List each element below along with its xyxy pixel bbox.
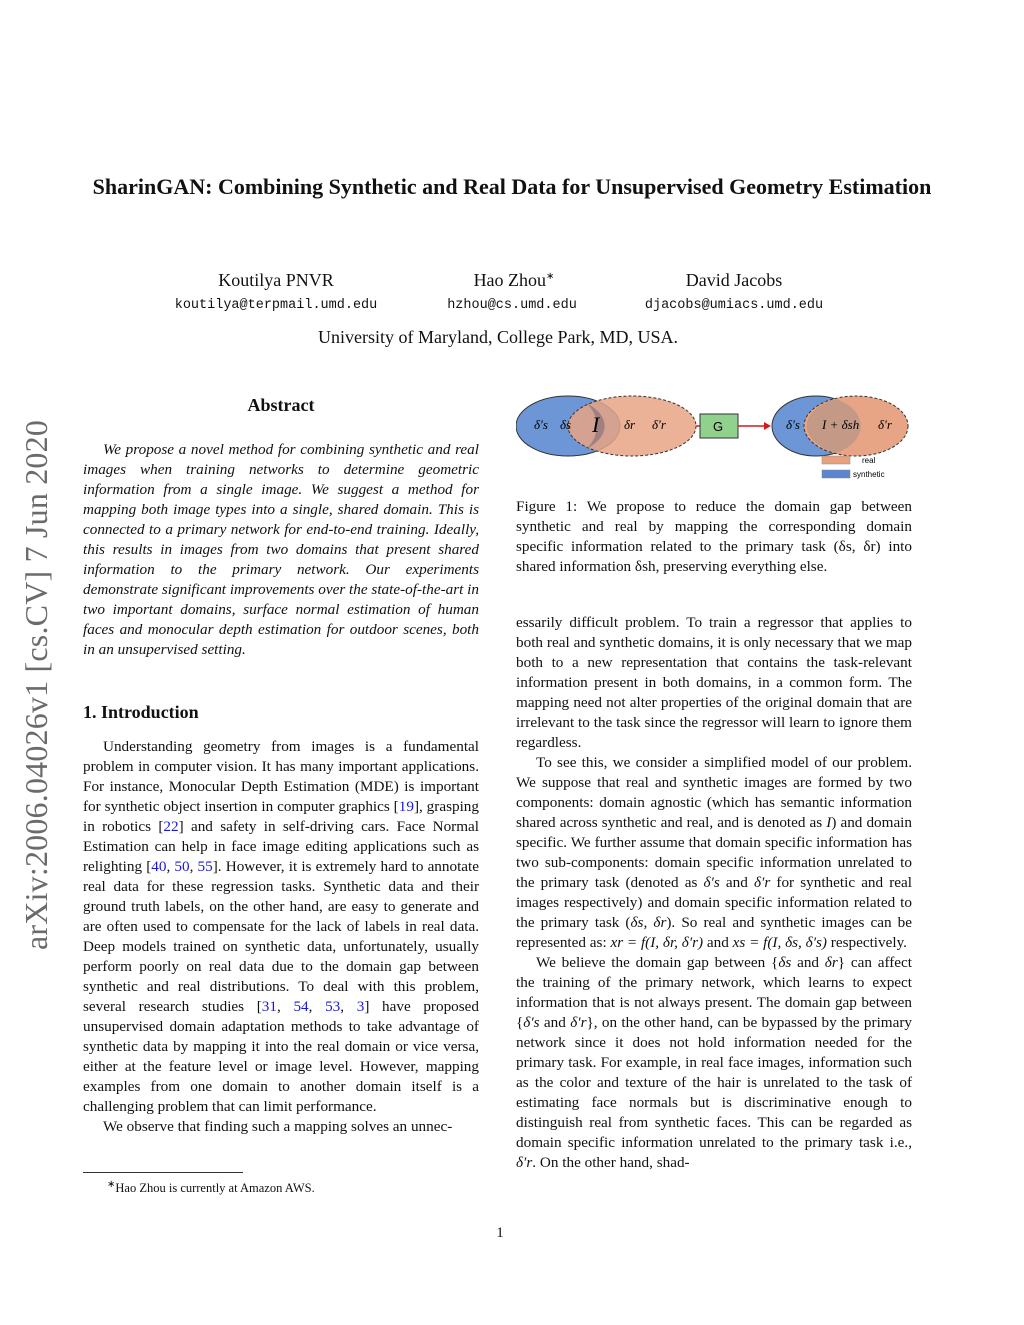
math-expression: xr = f(I, δr, δ′r) xyxy=(610,934,704,951)
label-ds: δs xyxy=(560,417,572,432)
intro-right-column xyxy=(516,613,912,1173)
math-symbol: δ′r xyxy=(570,1014,587,1031)
generator-label: G xyxy=(713,419,724,434)
footnote-rule xyxy=(83,1172,243,1173)
text-run: ] have proposed unsupervised domain adaptation methods to take advantage of synthetic data by mapping it into the real domain or vice versa, either at the feature level or image level. However, mapping examples from one domain to another domain itself is a challenging problem that can limit performance. xyxy=(83,998,480,1115)
text-run: To see this, we consider a simplified model of our problem. We suppose that real and synthetic images are formed by two components: domain agnostic (which has semantic information shared across synthetic and real, and is denoted as xyxy=(516,754,912,831)
text-run: . On the other hand, shad- xyxy=(532,1154,690,1171)
label-dr-prime: δ′r xyxy=(652,417,666,432)
intro-paragraph-2-end: essarily difficult problem. To train a regressor that applies to both real and synthetic domains, it is only necessary that we map both to a new representation that contains the task-relevant information present in both domains, in a common form. The mapping need not alter properties of the original domain that are irrelevant to the task since the regressor will learn to ignore them regardless. xyxy=(516,614,912,751)
legend-swatch-synthetic xyxy=(822,470,850,478)
citation-link[interactable]: 31 xyxy=(261,998,277,1015)
label-I: I xyxy=(592,412,600,437)
citation-link[interactable]: 50 xyxy=(174,858,190,875)
text-run: }, on the other hand, can be bypassed by the primary network since it does not hold information needed for the primary task. For example, in real face images, information such as the color and texture of the hair is unrelated to the task of estimating face normals but is discriminative enough to distinguish real from synthetic faces. This can be regarded as domain specific information unrelated to the primary task i.e., xyxy=(516,1014,912,1151)
math-symbol: δ′r xyxy=(753,874,771,891)
figure-1-caption: Figure 1: We propose to reduce the domain gap between synthetic and real by mapping the corresponding domain specific information related to the primary task (δs, δr) into shared information δsh, preserving everything else. xyxy=(516,498,912,575)
text-run: } can affect the training of the primary network, which learns to expect information that is not always present. The domain gap between { xyxy=(516,954,912,1031)
text-run: for synthetic and real images respectively) and domain specific information related to the primary task ( xyxy=(516,874,912,931)
citation-link[interactable]: 55 xyxy=(197,858,213,875)
legend-label-synthetic: synthetic xyxy=(853,470,885,479)
text-run: Understanding geometry from images is a fundamental problem in computer vision. It has many important applications. For instance, Monocular Depth Estimation (MDE) is important for synthetic object insertion in computer graphics [ xyxy=(83,738,479,815)
text-run: ] and safety in self-driving cars. Face Normal Estimation can help in face image editing applications such as relighting [ xyxy=(83,818,479,875)
label-dr: δr xyxy=(624,417,636,432)
label-ds-prime-right: δ′s xyxy=(786,417,800,432)
text-run: and xyxy=(719,874,754,891)
text-run: ). So real and synthetic images can be represented as: xyxy=(516,914,912,951)
footnote-marker: ∗ xyxy=(107,1179,116,1190)
label-ds-prime: δ′s xyxy=(534,417,548,432)
math-symbol: δ′r xyxy=(516,1154,533,1171)
intro-left-column xyxy=(83,737,479,1137)
intro-paragraph-3 xyxy=(516,753,912,953)
citation-link[interactable]: 54 xyxy=(293,998,309,1015)
citation-link[interactable]: 40 xyxy=(151,858,167,875)
citation-link[interactable]: 53 xyxy=(325,998,341,1015)
text-run: and xyxy=(791,954,825,971)
legend-label-real: real xyxy=(862,456,876,465)
author-name-3: David Jacobs xyxy=(685,270,783,290)
math-symbol: δr xyxy=(824,954,838,971)
citation-link[interactable]: 3 xyxy=(356,998,365,1015)
page-number: 1 xyxy=(496,1225,504,1241)
author-name-2-text: Hao Zhou xyxy=(473,270,547,290)
figure-1-diagram xyxy=(516,390,912,485)
math-symbol: δs, δr xyxy=(630,914,667,931)
author-email-3[interactable]: djacobs@umiacs.umd.edu xyxy=(644,298,824,313)
text-run: ], grasping in robotics [ xyxy=(83,798,479,835)
affiliation: University of Maryland, College Park, MD, USA. xyxy=(318,327,678,347)
intro-heading: 1. Introduction xyxy=(83,702,199,722)
math-expression: xs = f(I, δs, δ′s) xyxy=(732,934,827,951)
abstract-heading: Abstract xyxy=(247,395,315,415)
text-run: and xyxy=(539,1014,571,1031)
intro-paragraph-4 xyxy=(516,953,912,1173)
author-email-1[interactable]: koutilya@terpmail.umd.edu xyxy=(174,298,378,313)
author-email-2[interactable]: hzhou@cs.umd.edu xyxy=(447,298,577,313)
citation-link[interactable]: 19 xyxy=(398,798,414,815)
math-symbol: δ′s xyxy=(703,874,720,891)
footnote xyxy=(83,1179,479,1196)
abstract-text: We propose a novel method for combining synthetic and real images when training networks to determine geometric information from a single image. We suggest a method for mapping both image types into a single, shared domain. This is connected to a primary network for end-to-end training. Ideally, this results in images from two domains that present shared information to the primary network. Our experiments demonstrate significant improvements over the state-of-the-art in two important domains, surface normal estimation of human faces and monocular depth estimation for outdoor scenes, both in an unsupervised setting. xyxy=(83,441,479,658)
text-run: ) and domain specific. We further assume that domain specific information has two sub-components: domain specific information unrelated to the primary task (denoted as xyxy=(516,814,912,891)
legend-swatch-real xyxy=(822,456,850,464)
citation-link[interactable]: 22 xyxy=(163,818,179,835)
intro-paragraph-1: Understanding geometry from images is a fundamental problem in computer vision. It has many important applications. For instance, Monocular Depth Estimation (MDE) is important for synthetic object insertion in computer graphics [19], grasping in robotics [22] and safety in self-driving cars. Face Normal Estimation can help in face image editing applications such as relighting [40, 50, 55]. However, it is extremely hard to annotate real data for these regression tasks. Synthetic data and their ground truth labels, on the other hand, are easy to generate and are often used to compensate for the lack of labels in real data. Deep models trained on synthetic data, unfortunately, usually perform poorly on real data due to the domain gap between synthetic and real distributions. To deal with this problem, several research studies [31, 54, 53, 3] have proposed unsupervised domain adaptation methods to take advantage of synthetic data by mapping it into the real domain or vice versa, either at the feature level or image level. However, mapping examples from one domain to another domain itself is a challenging problem that can limit performance. xyxy=(83,738,480,1115)
intro-paragraph-2-start: We observe that finding such a mapping solves an unnec- xyxy=(103,1118,453,1135)
math-symbol: I xyxy=(826,814,832,831)
arrowhead-from-G xyxy=(764,422,771,430)
arxiv-stamp: arXiv:2006.04026v1 [cs.CV] 7 Jun 2020 xyxy=(18,419,54,950)
paper-title: SharinGAN: Combining Synthetic and Real Data for Unsupervised Geometry Estimation xyxy=(92,174,932,199)
text-run: ]. However, it is extremely hard to annotate real data for these regression tasks. Synthetic data and their ground truth labels, on the other hand, are easy to generate and are often used to compensate for the lack of labels in real data. Deep models trained on synthetic data, unfortunately, usually perform poorly on real data due to the domain gap between synthetic and real distributions. To deal with this problem, several research studies [ xyxy=(83,858,480,1015)
text-run: We believe the domain gap between { xyxy=(536,954,779,971)
author-marker: ∗ xyxy=(546,271,555,282)
text-run: and xyxy=(703,934,733,951)
math-symbol: δ′s xyxy=(523,1014,540,1031)
abstract-body xyxy=(83,440,479,660)
math-symbol: δs xyxy=(778,954,792,971)
footnote-text: Hao Zhou is currently at Amazon AWS. xyxy=(115,1181,315,1196)
label-dr-prime-right: δ′r xyxy=(878,417,892,432)
author-name-1: Koutilya PNVR xyxy=(218,270,334,290)
text-run: respectively. xyxy=(827,934,907,951)
label-I-plus-dsh: I + δsh xyxy=(822,417,860,432)
figure-1 xyxy=(516,390,912,485)
